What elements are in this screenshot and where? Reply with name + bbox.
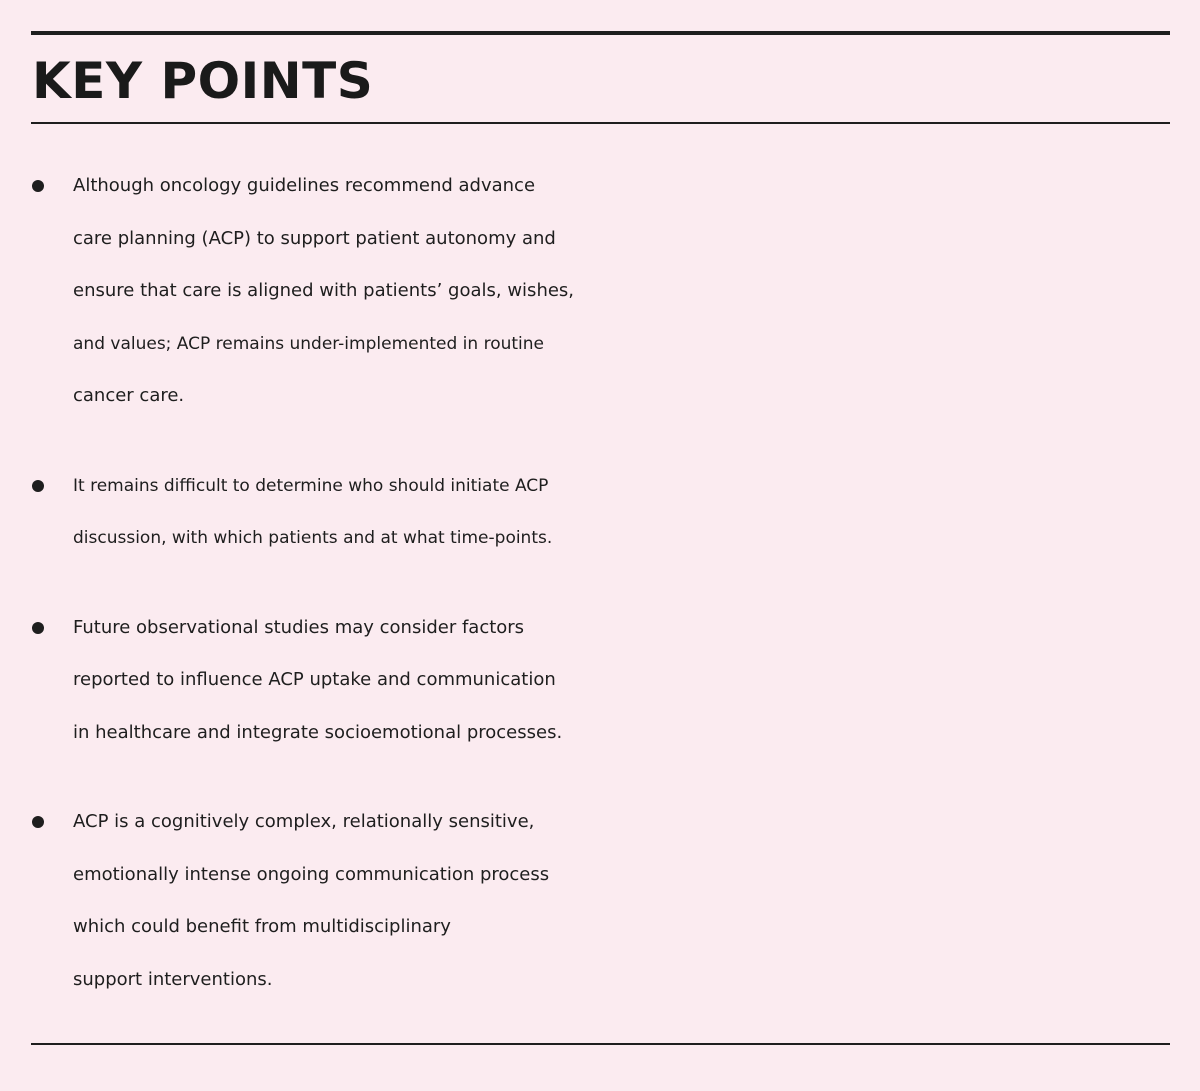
bullet-icon <box>32 622 44 634</box>
box-title: KEY POINTS <box>32 52 374 110</box>
key-point-3-line-2: reported to influence ACP uptake and communication <box>73 669 556 690</box>
key-point-1-line-2: care planning (ACP) to support patient autonomy and <box>73 227 556 249</box>
bullet-icon <box>32 480 44 492</box>
key-point-4 <box>32 796 1172 1006</box>
key-point-4-line-2: emotionally intense ongoing communication process <box>73 863 550 885</box>
key-point-1-line-3: ensure that care is aligned with patients’ goals, wishes, <box>73 280 575 301</box>
key-point-1-line-4: and values; ACP remains under-implemented in routine <box>73 333 544 354</box>
key-point-4-line-1: ACP is a cognitively complex, relationally sensitive, <box>73 811 535 832</box>
key-point-3 <box>32 602 1172 760</box>
key-point-1-line-1: Although oncology guidelines recommend advance <box>73 175 536 196</box>
top-rule <box>31 31 1170 35</box>
key-point-1 <box>32 160 1172 423</box>
bullet-icon <box>32 816 44 828</box>
key-point-4-line-3: which could benefit from multidisciplinary <box>73 916 451 937</box>
bullet-icon <box>32 180 44 192</box>
key-point-1-line-5: cancer care. <box>73 385 185 406</box>
key-point-2 <box>32 460 1172 565</box>
bottom-rule <box>31 1043 1170 1045</box>
key-point-3-line-1: Future observational studies may consider factors <box>73 616 525 638</box>
key-point-4-line-4: support interventions. <box>73 968 273 990</box>
key-point-2-line-2: discussion, with which patients and at what time-points. <box>73 528 553 548</box>
title-divider <box>31 122 1170 124</box>
key-points-list <box>32 160 1172 1006</box>
key-point-2-line-1: It remains difficult to determine who should initiate ACP <box>73 475 549 496</box>
key-point-3-line-3: in healthcare and integrate socioemotional processes. <box>73 721 563 743</box>
